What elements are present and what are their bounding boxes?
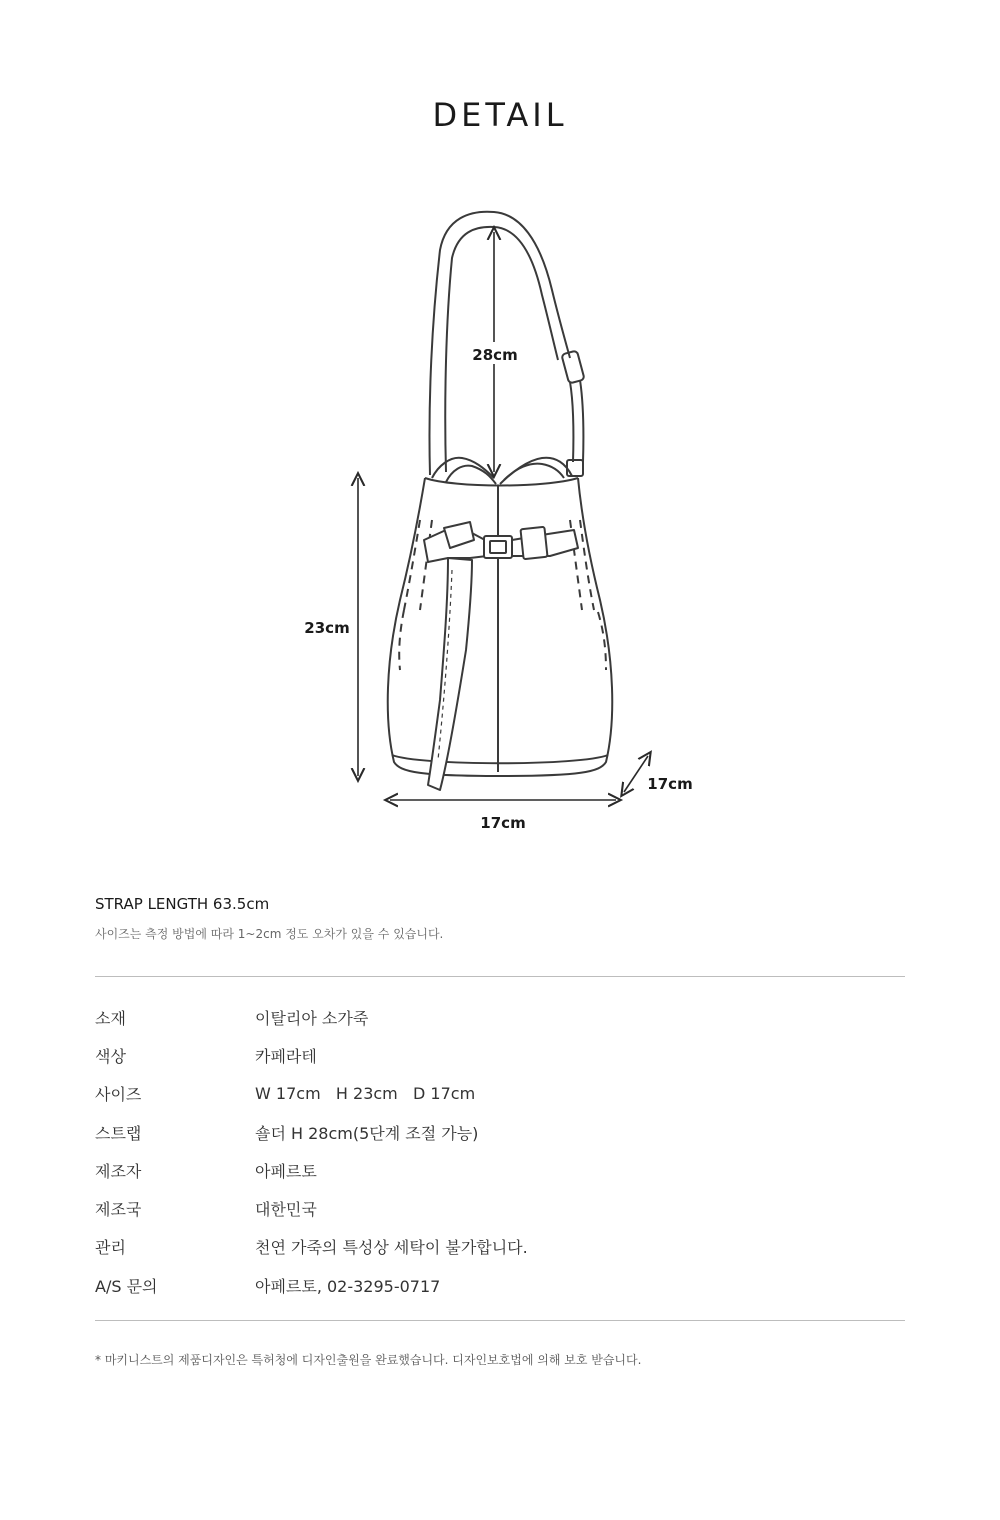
dimension-arrows <box>358 232 648 800</box>
spec-table <box>95 998 905 1304</box>
spec-label: 소재 <box>95 1008 126 1028</box>
spec-label: 제조국 <box>95 1200 142 1220</box>
depth-label: 17cm <box>647 775 693 793</box>
size-tolerance-note: 사이즈는 측정 방법에 따라 1~2cm 정도 오차가 있을 수 있습니다. <box>95 927 444 941</box>
design-patent-footnote: * 마키니스트의 제품디자인은 특허청에 디자인출원을 완료했습니다. 디자인보호법에 의해 보호 받습니다. <box>95 1353 642 1367</box>
spec-label: 제조자 <box>95 1161 142 1181</box>
divider-bottom <box>95 1320 905 1321</box>
spec-row-material <box>95 998 905 1036</box>
spec-value: 천연 가죽의 특성상 세탁이 불가합니다. <box>255 1238 528 1258</box>
spec-label: 색상 <box>95 1046 126 1066</box>
body-height-label: 23cm <box>304 619 350 637</box>
spec-row-manufacturer <box>95 1151 905 1189</box>
page-title: DETAIL <box>432 96 568 134</box>
spec-row-color <box>95 1036 905 1074</box>
spec-value: 대한민국 <box>255 1200 317 1220</box>
depth-arrow <box>624 756 648 792</box>
spec-value: 아페르토 <box>255 1161 317 1181</box>
spec-value: 카페라테 <box>255 1046 317 1066</box>
divider-top <box>95 976 905 977</box>
strap-length: STRAP LENGTH 63.5cm <box>95 895 270 913</box>
spec-row-as-contact <box>95 1266 905 1304</box>
spec-label: A/S 문의 <box>95 1276 158 1296</box>
spec-row-country <box>95 1189 905 1227</box>
spec-label: 스트랩 <box>95 1123 142 1143</box>
bag-body <box>388 478 613 776</box>
spec-row-strap <box>95 1113 905 1151</box>
spec-value: W 17cm H 23cm D 17cm <box>255 1084 476 1104</box>
spec-value: 숄더 H 28cm(5단계 조절 가능) <box>255 1123 479 1143</box>
strap-height-label: 28cm <box>472 346 518 364</box>
spec-label: 관리 <box>95 1238 126 1258</box>
bag-top-gather <box>432 458 572 484</box>
spec-label: 사이즈 <box>95 1085 142 1105</box>
spec-row-size <box>95 1075 905 1113</box>
spec-row-care <box>95 1228 905 1266</box>
belt-buckle <box>424 522 578 790</box>
spec-value: 이탈리아 소가죽 <box>255 1008 369 1028</box>
width-label: 17cm <box>480 814 526 832</box>
spec-value: 아페르토, 02-3295-0717 <box>255 1276 441 1296</box>
